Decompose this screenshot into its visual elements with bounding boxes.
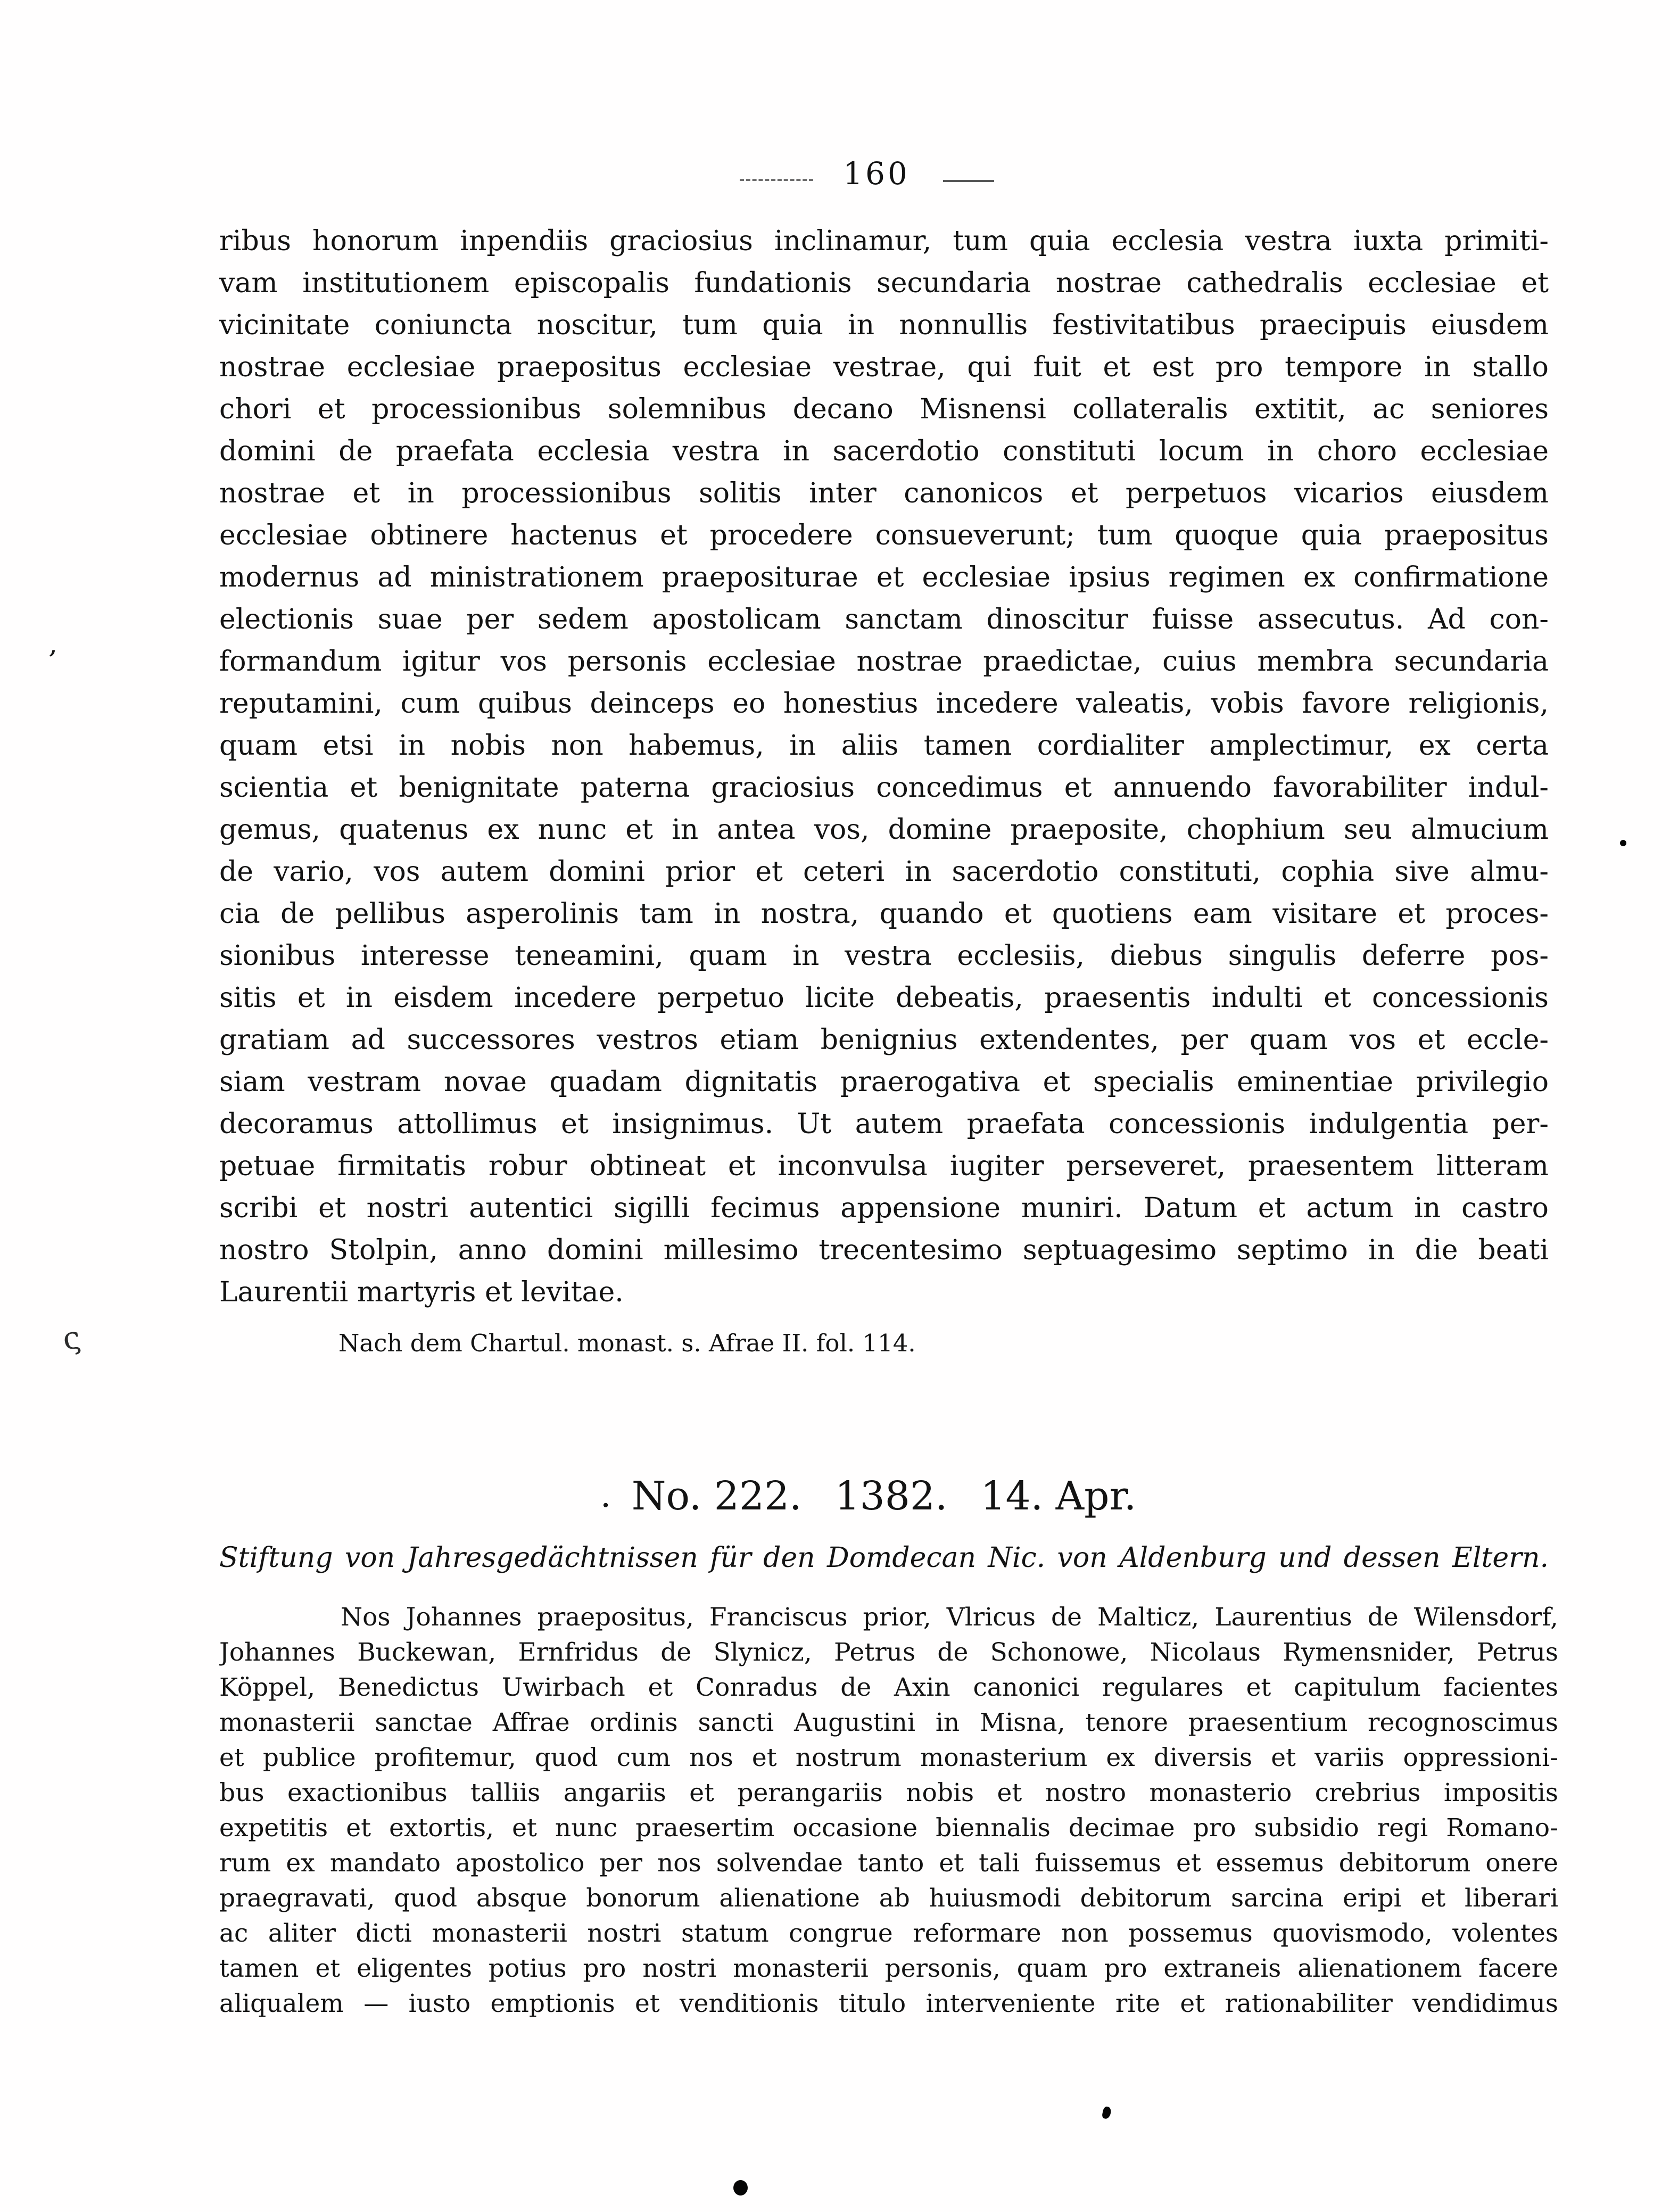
text-line: praegravati, quod absque bonorum alienatione ab huiusmodi debitorum sarcina eripi et liberari [219,1884,1558,1913]
text-line: gemus, quatenus ex nunc et in antea vos, domine praeposite, chophium seu almucium [219,814,1549,846]
text-line: tamen et eligentes potius pro nostri monasterii personis, quam pro extraneis alienationem facere [219,1954,1558,1983]
ink-mark-left-margin: ’ [44,645,58,678]
text-line: sitis et in eisdem incedere perpetuo licite debeatis, praesentis indulti et concessionis [219,982,1549,1014]
text-line: nostro Stolpin, anno domini millesimo trecentesimo septuagesimo septimo in die beati [219,1234,1549,1266]
charter-222-text [219,1600,1558,2021]
text-line: ac aliter dicti monasterii nostri statum congrue reformare non possemus quovismodo, volentes [219,1919,1558,1948]
ink-blot-lower-area [1102,2106,1112,2120]
text-line: expetitis et extortis, et nunc praesertim occasione biennalis decimae pro subsidio regi Romano- [219,1813,1558,1843]
charter-date: 14. Apr. [980,1473,1137,1519]
ink-dot-before-heading: · [600,1486,611,1525]
text-line: aliqualem — iusto emptionis et venditionis titulo interveniente rite et rationabiliter vendidimus [219,1989,1558,2018]
text-line: monasterii sanctae Affrae ordinis sancti Augustini in Misna, tenore praesentium recognoscimus [219,1708,1558,1737]
page-number: 160 [843,155,910,192]
text-line: ecclesiae obtinere hactenus et procedere consueverunt; tum quoque quia praepositus [219,519,1549,551]
charter-number: No. 222. [631,1473,802,1519]
text-line: scientia et benignitate paterna graciosius concedimus et annuendo favorabiliter indul- [219,772,1549,804]
text-line: siam vestram novae quadam dignitatis praerogativa et specialis eminentiae privilegio [219,1066,1549,1098]
text-line: Köppel, Benedictus Uwirbach et Conradus de Axin canonici regulares et capitulum facientes [219,1673,1558,1702]
text-line: reputamini, cum quibus deinceps eo honestius incedere valeatis, vobis favore religionis, [219,688,1549,720]
charter-222-heading [219,1473,1549,1519]
text-line: nostrae et in processionibus solitis inter canonicos et perpetuos vicarios eiusdem [219,477,1549,509]
charter-year: 1382. [834,1473,948,1519]
text-line: gratiam ad successores vestros etiam benignius extendentes, per quam vos et eccle- [219,1024,1549,1056]
ink-smudge-left-margin: ς [60,1318,84,1358]
text-line: rum ex mandato apostolico per nos solvendae tanto et tali fuissemus et essemus debitorum onere [219,1848,1558,1878]
text-line: quam etsi in nobis non habemus, in aliis tamen cordialiter amplectimur, ex certa [219,730,1549,762]
text-line: vam institutionem episcopalis fundationis secundaria nostrae cathedralis ecclesiae et [219,267,1549,299]
text-line: Johannes Buckewan, Ernfridus de Slynicz, Petrus de Schonowe, Nicolaus Rymensnider, Petrus [219,1638,1558,1667]
text-line: domini de praefata ecclesia vestra in sacerdotio constituti locum in choro ecclesiae [219,435,1549,467]
text-line: formandum igitur vos personis ecclesiae nostrae praedictae, cuius membra secundaria [219,646,1549,678]
source-note: Nach dem Chartul. monast. s. Afrae II. fol. 114. [338,1329,916,1357]
text-line: nostrae ecclesiae praepositus ecclesiae vestrae, qui fuit et est pro tempore in stallo [219,351,1549,383]
charter-221-text [219,220,1549,1314]
text-line: de vario, vos autem domini prior et ceteri in sacerdotio constituti, cophia sive almu- [219,856,1549,888]
text-line: scribi et nostri autentici sigilli fecimus appensione muniri. Datum et actum in castro [219,1192,1549,1224]
text-line: chori et processionibus solemnibus decano Misnensi collateralis extitit, ac seniores [219,393,1549,425]
text-line: et publice profitemur, quod cum nos et nostrum monasterium ex diversis et variis oppressioni- [219,1743,1558,1772]
text-line: petuae firmitatis robur obtineat et inconvulsa iugiter perseveret, praesentem litteram [219,1150,1549,1182]
text-line: bus exactionibus talliis angariis et perangariis nobis et nostro monasterio crebrius impositis [219,1778,1558,1807]
text-line: sionibus interesse teneamini, quam in vestra ecclesiis, diebus singulis deferre pos- [219,940,1549,972]
text-line: cia de pellibus asperolinis tam in nostra, quando et quotiens eam visitare et proces- [219,898,1549,930]
text-line: electionis suae per sedem apostolicam sanctam dinoscitur fuisse assecutus. Ad con- [219,604,1549,635]
header-dashed-rule-left [740,179,813,181]
text-line: Nos Johannes praepositus, Franciscus prior, Vlricus de Malticz, Laurentius de Wilensdorf, [341,1603,1558,1632]
text-line: Laurentii martyris et levitae. [219,1276,624,1308]
text-line: decoramus attollimus et insignimus. Ut autem praefata concessionis indulgentia per- [219,1108,1549,1140]
header-rule-right [943,180,994,182]
ink-blot-bottom-center [733,2180,748,2196]
ink-dot-right-margin [1620,840,1626,846]
text-line: vicinitate coniuncta noscitur, tum quia in nonnullis festivitatibus praecipuis eiusdem [219,309,1549,341]
text-line: ribus honorum inpendiis graciosius inclinamur, tum quia ecclesia vestra iuxta primiti- [219,225,1549,257]
text-line: modernus ad ministrationem praepositurae et ecclesiae ipsius regimen ex confirmatione [219,562,1549,593]
charter-222-subtitle: Stiftung von Jahresgedächtnissen für den Domdecan Nic. von Aldenburg und dessen Eltern. [219,1542,1549,1574]
